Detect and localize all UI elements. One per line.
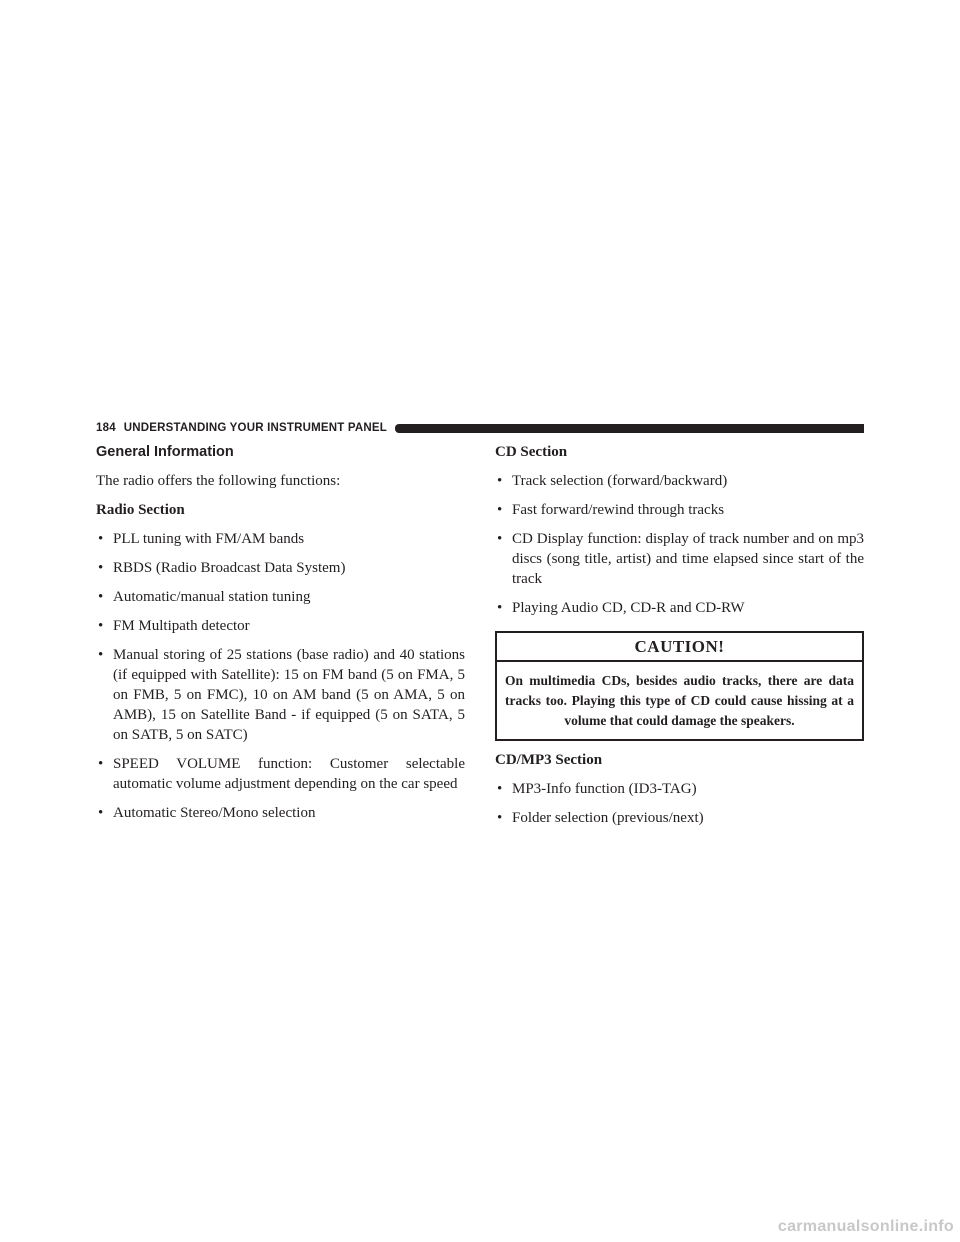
list-item: • Automatic/manual station tuning (98, 589, 311, 605)
left-column (96, 440, 465, 823)
list-item: • Track selection (forward/backward) (497, 473, 728, 489)
bullet-icon: • (497, 473, 503, 489)
caution-text: On multimedia CDs, besides audio tracks, there are data tracks too. Playing this type of CD could cause hissing at a volume that could damage the speakers. (505, 673, 854, 728)
list-item: • Automatic Stereo/Mono selection (98, 805, 316, 821)
bullet-icon: • (98, 560, 104, 576)
bullet-icon: • (98, 647, 104, 663)
page-header (96, 419, 864, 437)
bullet-icon: • (497, 531, 503, 547)
bullet-icon: • (98, 756, 104, 772)
bullet-icon: • (497, 502, 503, 518)
cdmp3-section-list (495, 779, 864, 828)
caution-title: CAUTION! (497, 633, 862, 662)
bullet-icon: • (98, 805, 104, 821)
general-information-heading: General Information (96, 444, 234, 460)
bullet-icon: • (497, 781, 503, 797)
list-item: • FM Multipath detector (98, 618, 250, 634)
list-item: • RBDS (Radio Broadcast Data System) (98, 560, 346, 576)
caution-box (495, 631, 864, 741)
list-item: • Fast forward/rewind through tracks (497, 502, 725, 518)
bullet-icon: • (98, 618, 104, 634)
list-item: • PLL tuning with FM/AM bands (98, 531, 305, 547)
page-number: 184 (96, 422, 116, 434)
cdmp3-section-heading: CD/MP3 Section (495, 752, 603, 768)
bullet-icon: • (98, 531, 104, 547)
bullet-icon: • (497, 810, 503, 826)
list-item: • MP3-Info function (ID3-TAG) (497, 781, 697, 797)
list-item: • CD Display function: display of track number and on mp3 discs (song title, artist) and time elapsed since start of the track (497, 531, 864, 587)
list-item: • Playing Audio CD, CD-R and CD-RW (497, 600, 745, 616)
cd-section-heading: CD Section (495, 444, 568, 460)
radio-section-heading: Radio Section (96, 502, 185, 518)
header-rule-bar (395, 424, 864, 433)
list-item: • Folder selection (previous/next) (497, 810, 704, 826)
bullet-icon: • (497, 600, 503, 616)
right-column (495, 440, 864, 828)
watermark: carmanualsonline.info (777, 1218, 954, 1235)
bullet-icon: • (98, 589, 104, 605)
intro-text: The radio offers the following functions: (96, 473, 341, 489)
radio-section-list (96, 529, 465, 823)
cd-section-list (495, 471, 864, 618)
list-item: • Manual storing of 25 stations (base radio) and 40 stations (if equipped with Satellite): 15 on FM band (5 on FMA, 5 on FMB, 5 on FMC), 10 on AM band (5 on AMA, 5 on AMB), 15 on Satellite Band - if equipped (5 on SATA, 5 on SATB, 5 on SATC) (98, 647, 465, 743)
list-item: • SPEED VOLUME function: Customer selectable automatic volume adjustment depending on the car speed (98, 756, 465, 792)
section-title: UNDERSTANDING YOUR INSTRUMENT PANEL (123, 422, 387, 434)
